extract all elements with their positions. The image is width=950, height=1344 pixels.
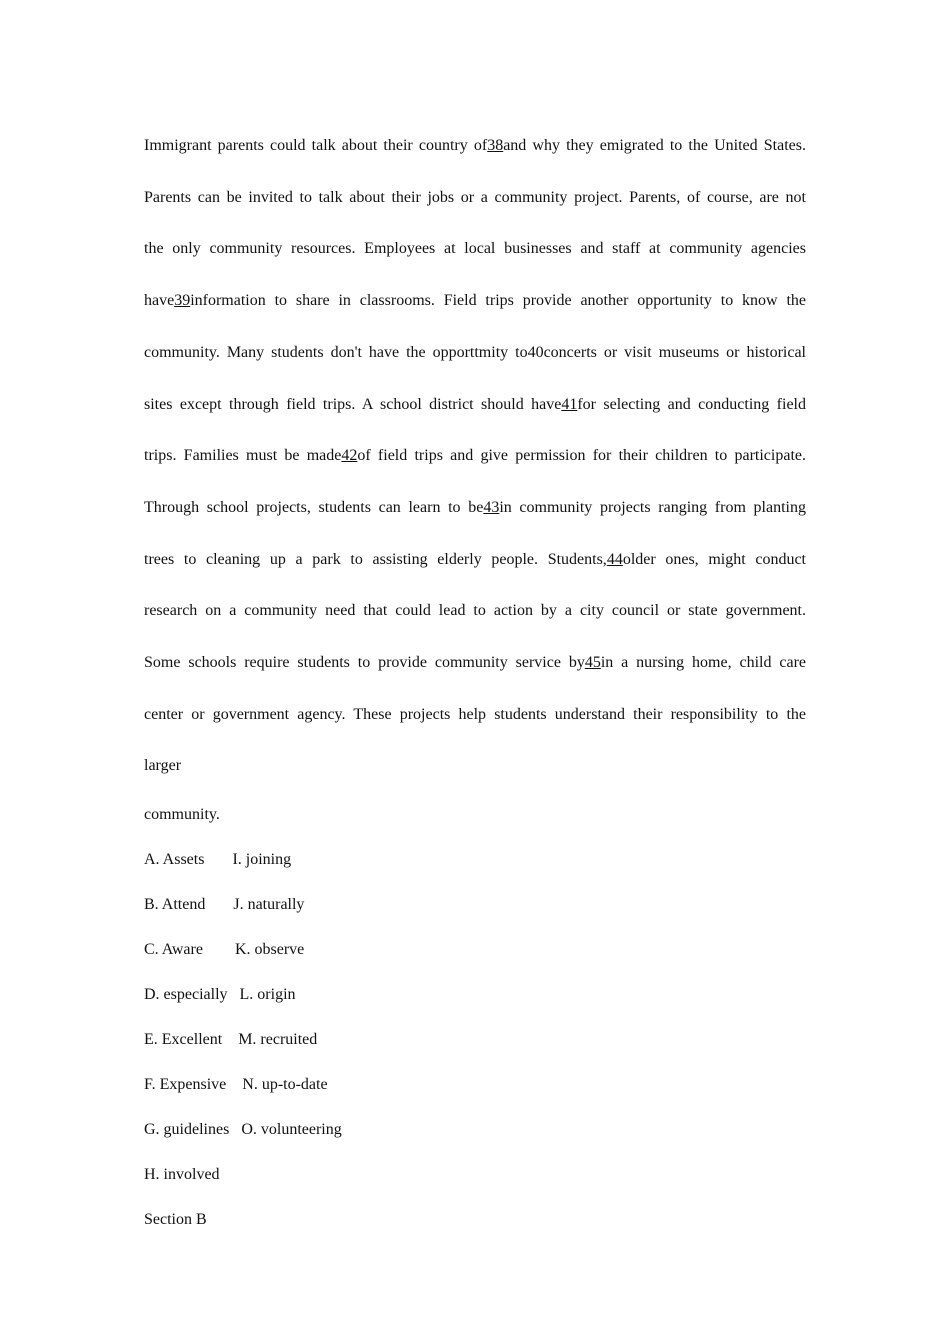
- passage-line: [144, 172, 806, 224]
- option-row: A. Assets I. joining: [144, 851, 292, 869]
- passage-line: [144, 120, 806, 172]
- passage-text: Immigrant parents could talk about their country of: [144, 137, 488, 154]
- passage-line: community.: [144, 806, 220, 824]
- passage-line: [144, 740, 806, 792]
- passage-text: the only community resources. Employees at local businesses and staff at community agencies: [144, 240, 806, 258]
- passage-text: trips. Families must be made: [144, 447, 342, 465]
- option-row: C. Aware K. observe: [144, 941, 305, 959]
- passage-line: [144, 327, 806, 379]
- blank-number: 38: [487, 137, 504, 154]
- word-bank: [144, 792, 806, 1242]
- blank-number: 43: [483, 498, 500, 516]
- passage-text: research on a community need that could lead to action by a city council or state government.: [144, 602, 806, 620]
- passage-text: larger: [144, 757, 182, 775]
- passage-text: center or government agency. These projects help students understand their responsibility to the: [144, 705, 806, 723]
- passage-text: for selecting and conducting field: [577, 395, 806, 413]
- option-row: E. Excellent M. recruited: [144, 1031, 318, 1049]
- blank-number: 39: [174, 292, 191, 310]
- option-row: B. Attend J. naturally: [144, 896, 305, 914]
- passage-line: [144, 379, 806, 431]
- passage-line: [144, 689, 806, 741]
- passage-text: in community projects ranging from planting: [499, 498, 806, 516]
- option-row: H. involved: [144, 1166, 220, 1184]
- passage-text: trees to cleaning up a park to assisting elderly people. Students,: [144, 550, 607, 568]
- passage-text: of field trips and give permission for their children to participate.: [357, 447, 807, 465]
- passage-text: sites except through field trips. A school district should have: [144, 395, 562, 413]
- passage-line: [144, 275, 806, 327]
- passage-line: [144, 430, 806, 482]
- passage-text: Some schools require students to provide community service by: [144, 654, 585, 672]
- passage-text: in a nursing home, child care: [600, 654, 806, 672]
- option-row: F. Expensive N. up-to-date: [144, 1076, 328, 1094]
- passage-line: [144, 585, 806, 637]
- blank-number: 44: [606, 550, 623, 568]
- cloze-passage: [144, 120, 806, 792]
- passage-line: [144, 637, 806, 689]
- passage-text: community. Many students don't have the opporttmity to40concerts or visit museums or historical: [144, 343, 806, 361]
- section-heading: Section B: [144, 1211, 207, 1229]
- passage-text: information to share in classrooms. Field trips provide another opportunity to know the: [190, 292, 806, 310]
- blank-number: 41: [561, 395, 578, 413]
- passage-text: Parents can be invited to talk about their jobs or a community project. Parents, of course, are not: [144, 188, 806, 206]
- passage-text: and why they emigrated to the United States.: [503, 137, 806, 154]
- passage-line: [144, 534, 806, 586]
- option-row: D. especially L. origin: [144, 986, 296, 1004]
- option-row: G. guidelines O. volunteering: [144, 1121, 342, 1139]
- document-page: [144, 120, 806, 1242]
- passage-text: Through school projects, students can learn to be: [144, 498, 484, 516]
- passage-text: have: [144, 292, 175, 310]
- passage-line: [144, 223, 806, 275]
- passage-text: older ones, might conduct: [622, 550, 807, 568]
- passage-line: [144, 482, 806, 534]
- blank-number: 45: [584, 654, 601, 672]
- blank-number: 42: [341, 447, 358, 465]
